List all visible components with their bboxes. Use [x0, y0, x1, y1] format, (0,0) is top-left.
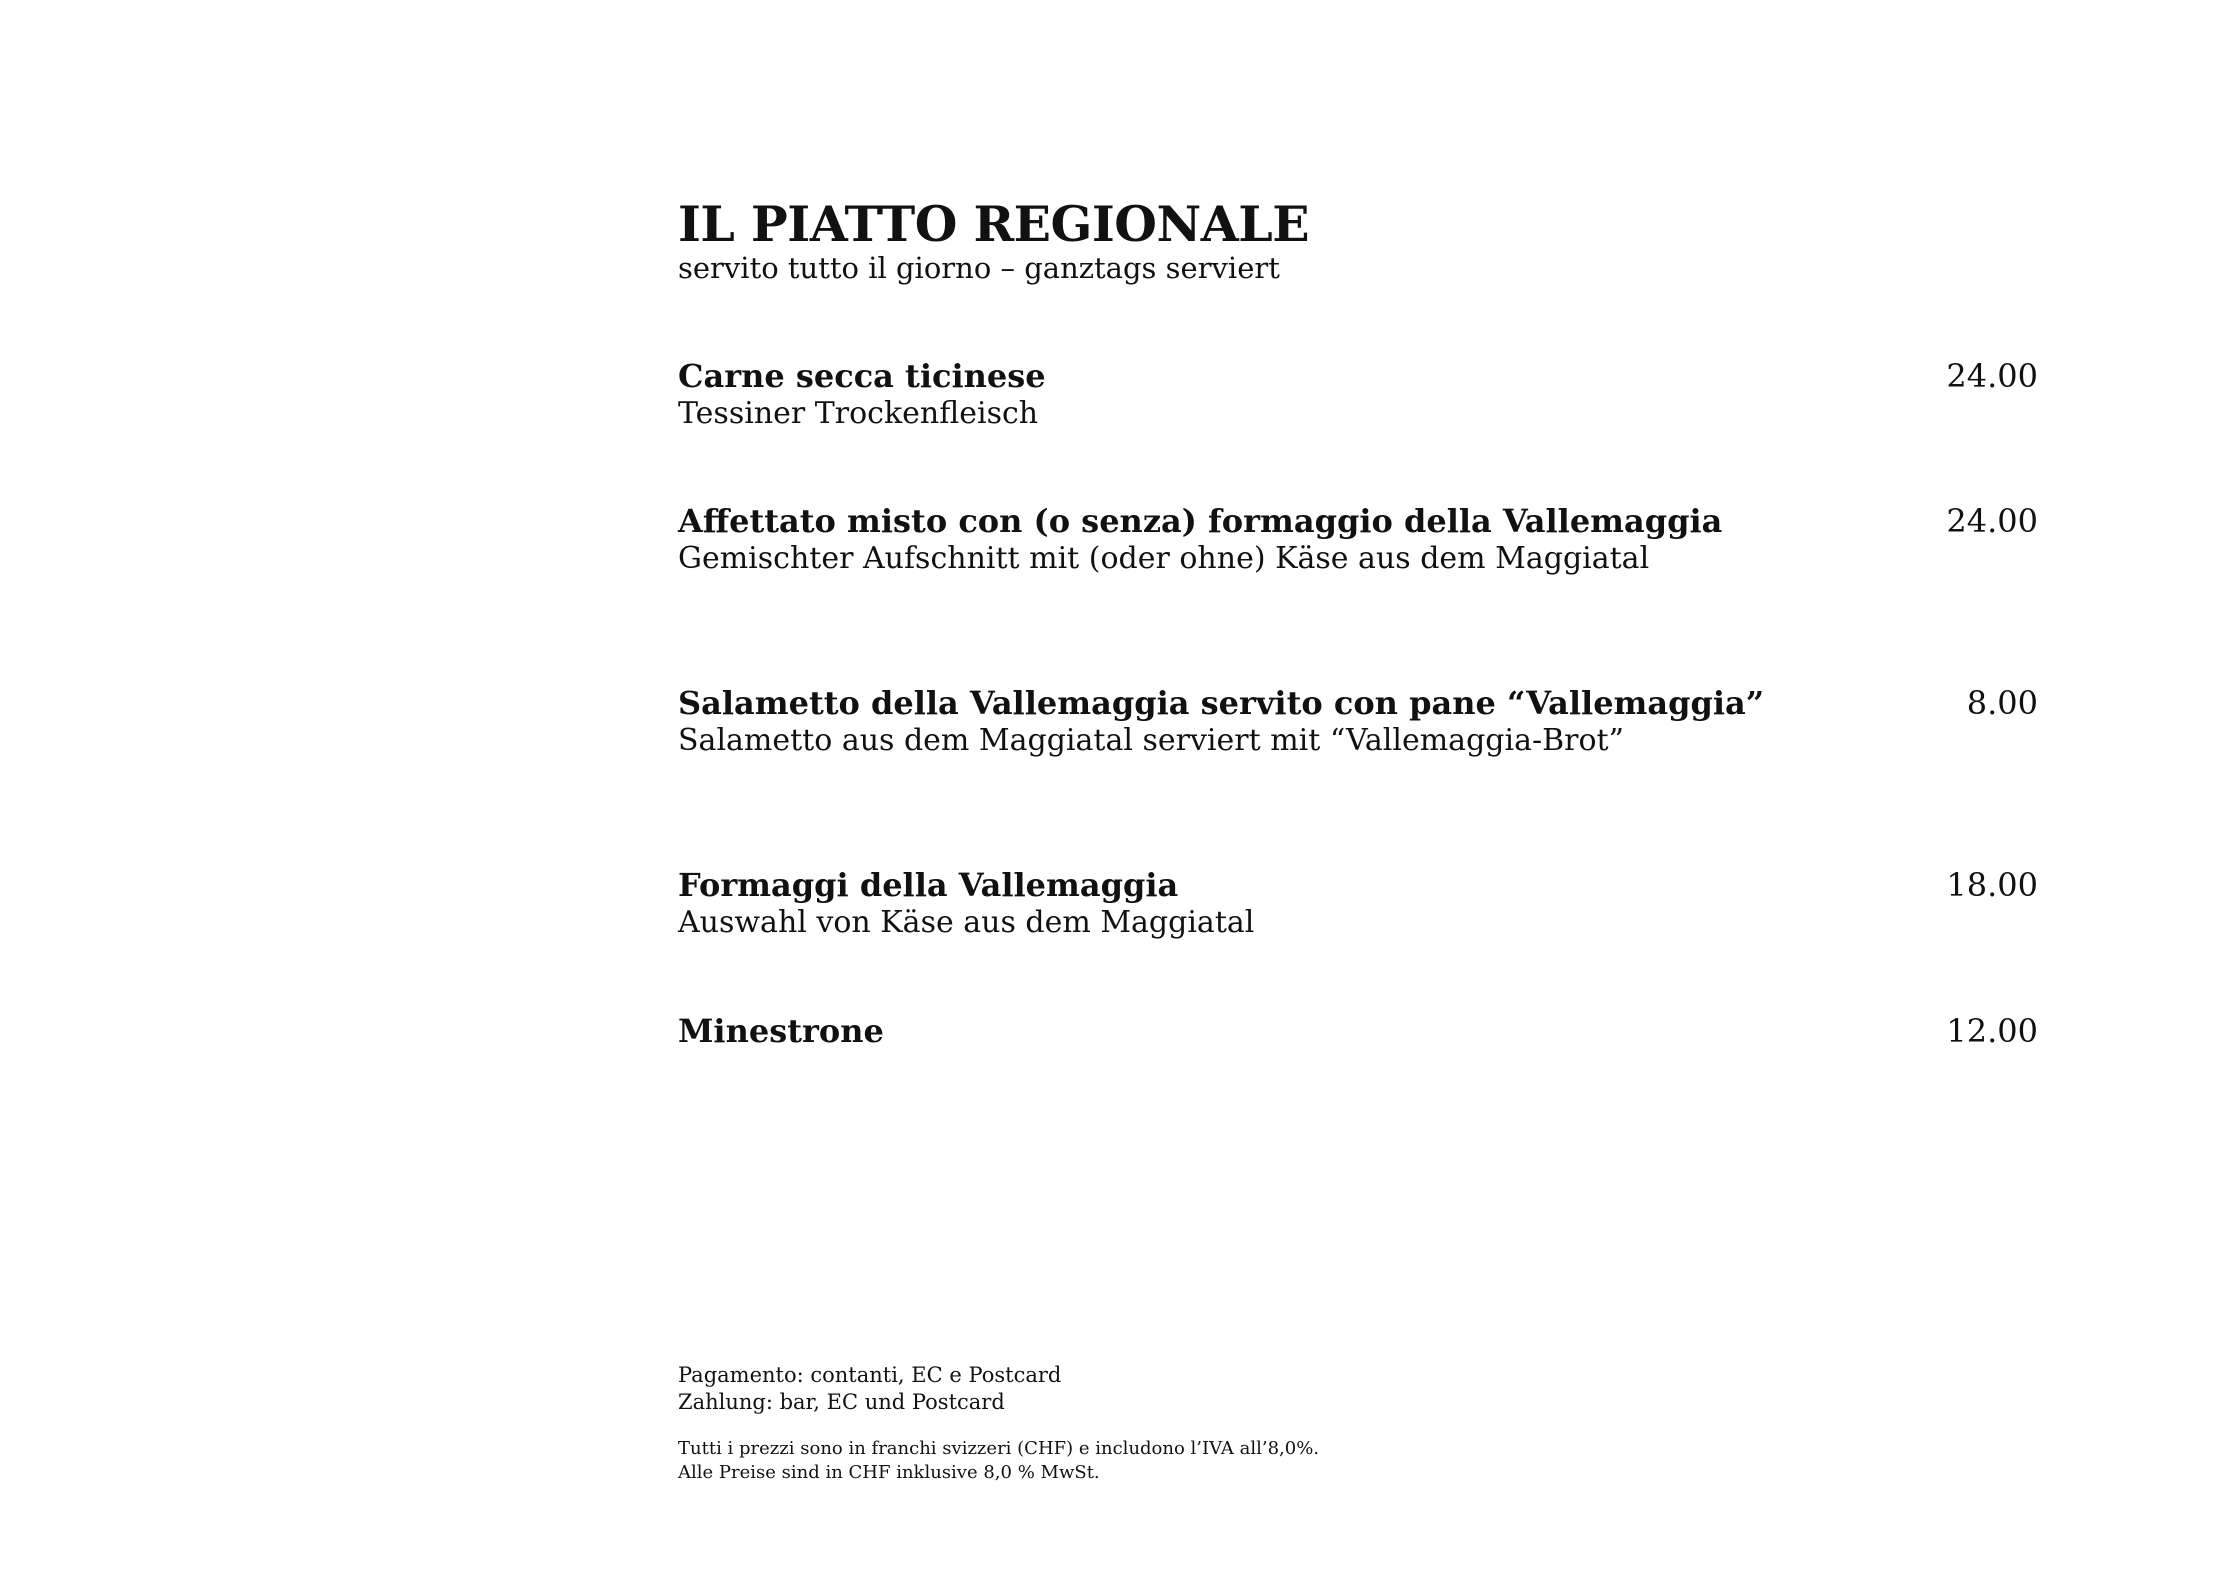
- price-note-italian: Tutti i prezzi sono in franchi svizzeri (CHF) e includono l’IVA all’8,0%.: [678, 1438, 1320, 1459]
- menu-item-description: Auswahl von Käse aus dem Maggiatal: [678, 905, 1255, 940]
- page-subtitle: servito tutto il giorno – ganztags serviert: [678, 251, 1280, 285]
- page-title: IL PIATTO REGIONALE: [678, 195, 1310, 253]
- menu-item-minestrone: [678, 1012, 2038, 1050]
- price-note-german: Alle Preise sind in CHF inklusive 8,0 % MwSt.: [678, 1462, 1100, 1483]
- menu-item-name: Carne secca ticinese: [678, 357, 1046, 395]
- menu-item-price: 24.00: [1946, 502, 2038, 540]
- payment-info-italian: Pagamento: contanti, EC e Postcard: [678, 1363, 1062, 1387]
- menu-item-description: Gemischter Aufschnitt mit (oder ohne) Käse aus dem Maggiatal: [678, 541, 1650, 576]
- menu-item-name: Salametto della Vallemaggia servito con pane “Vallemaggia”: [678, 684, 1765, 722]
- menu-item-salametto: [678, 684, 2038, 760]
- payment-info-german: Zahlung: bar, EC und Postcard: [678, 1390, 1005, 1414]
- menu-item-formaggi: [678, 866, 2038, 942]
- menu-item-price: 8.00: [1966, 684, 2038, 722]
- footer-spacer: [678, 1416, 1319, 1437]
- menu-item-description: Tessiner Trockenfleisch: [678, 396, 1039, 431]
- menu-item-carne-secca: [678, 357, 2038, 433]
- menu-item-affettato-misto: [678, 502, 2038, 578]
- menu-item-description: Salametto aus dem Maggiatal serviert mit “Vallemaggia-Brot”: [678, 723, 1624, 758]
- menu-item-name: Minestrone: [678, 1012, 884, 1050]
- menu-item-price: 12.00: [1946, 1012, 2038, 1050]
- menu-item-name: Affettato misto con (o senza) formaggio della Vallemaggia: [678, 502, 1723, 540]
- menu-item-price: 24.00: [1946, 357, 2038, 395]
- menu-item-name: Formaggi della Vallemaggia: [678, 866, 1179, 904]
- footer-notes: [678, 1362, 1319, 1485]
- menu-item-price: 18.00: [1946, 866, 2038, 904]
